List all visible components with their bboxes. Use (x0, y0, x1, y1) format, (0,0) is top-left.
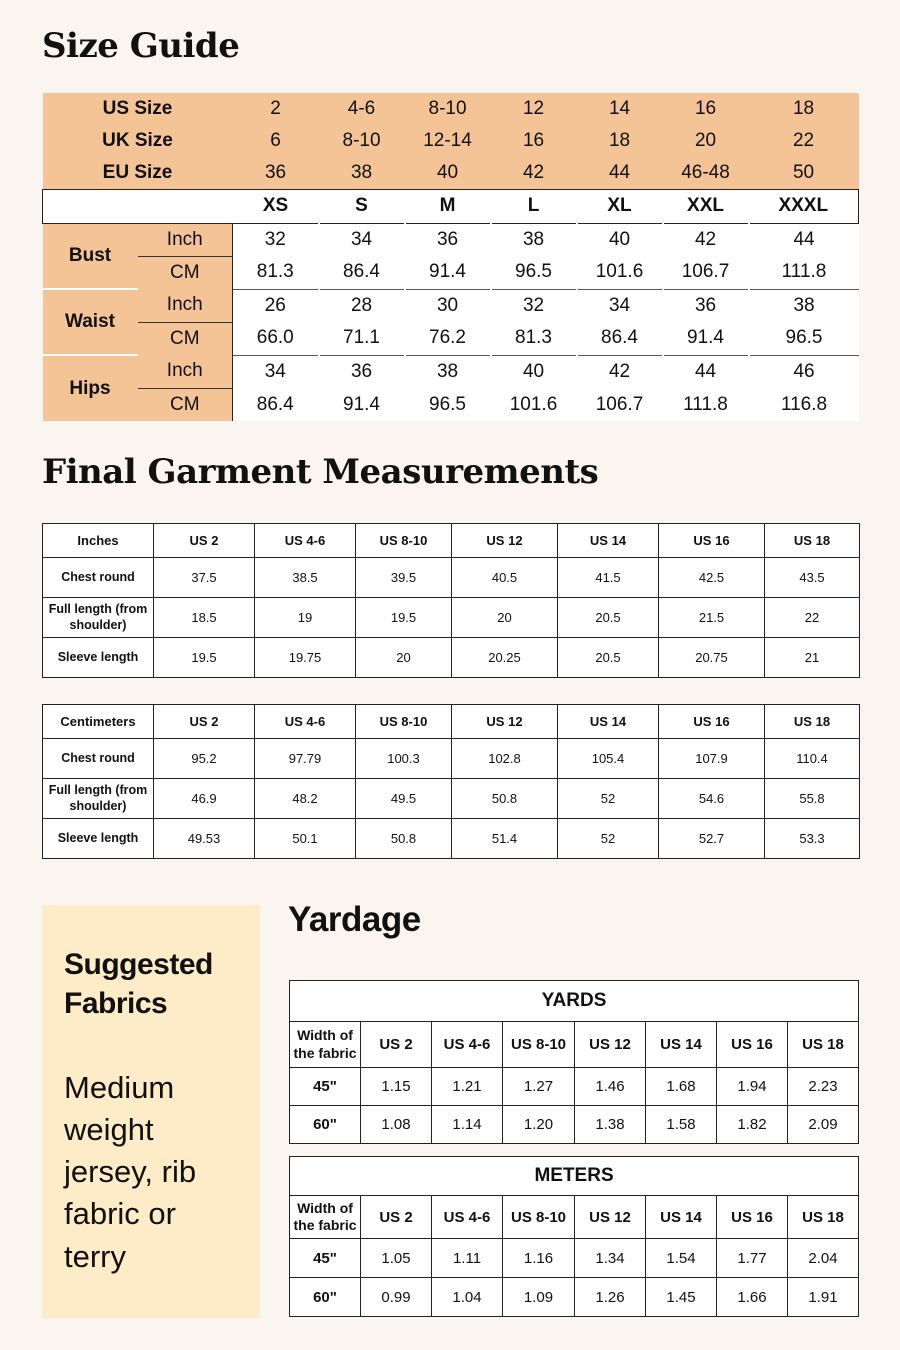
row-label: Sleeve length (43, 638, 154, 678)
cell-value: 52 (558, 779, 659, 819)
cell-value: 1.16 (503, 1239, 575, 1278)
cell-value: 43.5 (765, 558, 860, 598)
cell-value: 54.6 (659, 779, 765, 819)
measure-value: 66.0 (233, 322, 319, 355)
measure-row-cm (43, 256, 859, 289)
size-row (43, 125, 859, 157)
column-header: US 18 (788, 1196, 859, 1239)
letter-size: S (319, 189, 405, 223)
size-value: 50 (749, 157, 859, 189)
measure-value: 36 (663, 289, 749, 322)
column-header: US 2 (154, 705, 255, 739)
measure-value: 96.5 (491, 256, 577, 289)
table-row (290, 1068, 859, 1106)
size-row (43, 157, 859, 189)
cell-value: 39.5 (356, 558, 452, 598)
cell-value: 95.2 (154, 739, 255, 779)
cell-value: 1.46 (575, 1068, 646, 1106)
cell-value: 100.3 (356, 739, 452, 779)
header-row (290, 1196, 859, 1239)
cell-value: 20 (452, 598, 558, 638)
measure-value: 34 (319, 223, 405, 256)
yardage-meters-table (289, 1156, 859, 1317)
table-row (43, 819, 860, 859)
size-value: 12 (491, 93, 577, 125)
cell-value: 1.91 (788, 1278, 859, 1317)
letter-size: L (491, 189, 577, 223)
measure-value: 32 (233, 223, 319, 256)
column-header: US 4-6 (432, 1196, 503, 1239)
size-value: 4-6 (319, 93, 405, 125)
measure-value: 91.4 (405, 256, 491, 289)
measure-value: 71.1 (319, 322, 405, 355)
measure-value: 44 (749, 223, 859, 256)
cell-value: 50.1 (255, 819, 356, 859)
table-row (43, 558, 860, 598)
table-caption: YARDS (290, 981, 859, 1022)
measure-value: 81.3 (233, 256, 319, 289)
cell-value: 1.58 (646, 1106, 717, 1144)
fabrics-title: Suggested Fabrics (64, 948, 213, 1020)
measure-value: 91.4 (663, 322, 749, 355)
column-header: US 16 (659, 705, 765, 739)
column-header: US 2 (361, 1196, 432, 1239)
size-value: 38 (319, 157, 405, 189)
unit-label: CM (138, 256, 233, 289)
cell-value: 1.54 (646, 1239, 717, 1278)
letter-size-blank (43, 189, 233, 223)
size-row-label: UK Size (43, 125, 233, 157)
table-row (290, 1278, 859, 1317)
measure-value: 42 (663, 223, 749, 256)
fabric-width-label: 45" (290, 1068, 361, 1106)
cell-value: 20 (356, 638, 452, 678)
measure-value: 76.2 (405, 322, 491, 355)
measure-value: 44 (663, 355, 749, 388)
cell-value: 97.79 (255, 739, 356, 779)
cell-value: 1.94 (717, 1068, 788, 1106)
header-row (43, 524, 860, 558)
size-value: 14 (577, 93, 663, 125)
unit-label: CM (138, 388, 233, 421)
header-row (290, 1022, 859, 1068)
measure-value: 91.4 (319, 388, 405, 421)
row-label: Full length (from shoulder) (43, 598, 154, 638)
measure-value: 106.7 (663, 256, 749, 289)
letter-size: XS (233, 189, 319, 223)
yardage-title: Yardage (288, 900, 421, 939)
unit-label: CM (138, 322, 233, 355)
unit-label: Inch (138, 355, 233, 388)
cell-value: 49.53 (154, 819, 255, 859)
measure-value: 86.4 (577, 322, 663, 355)
size-row (43, 93, 859, 125)
yardage-yards-table (289, 980, 859, 1144)
measure-value: 38 (491, 223, 577, 256)
size-value: 16 (491, 125, 577, 157)
measure-value: 106.7 (577, 388, 663, 421)
cell-value: 20.5 (558, 638, 659, 678)
size-row-label: US Size (43, 93, 233, 125)
garment-inches-table (42, 523, 860, 678)
cell-value: 105.4 (558, 739, 659, 779)
header-row (43, 705, 860, 739)
letter-size: M (405, 189, 491, 223)
garment-cm-table (42, 704, 860, 859)
measure-category: Waist (43, 289, 138, 355)
cell-value: 1.20 (503, 1106, 575, 1144)
cell-value: 49.5 (356, 779, 452, 819)
size-guide-table (42, 93, 858, 421)
column-header: US 14 (558, 705, 659, 739)
cell-value: 2.09 (788, 1106, 859, 1144)
measure-value: 40 (577, 223, 663, 256)
column-header: Inches (43, 524, 154, 558)
measure-row-cm (43, 388, 859, 421)
size-value: 46-48 (663, 157, 749, 189)
size-value: 44 (577, 157, 663, 189)
letter-size: XXXL (749, 189, 859, 223)
table-row (43, 598, 860, 638)
cell-value: 19.75 (255, 638, 356, 678)
cell-value: 20.25 (452, 638, 558, 678)
size-value: 8-10 (319, 125, 405, 157)
column-header: US 18 (765, 705, 860, 739)
unit-label: Inch (138, 289, 233, 322)
table-caption: METERS (290, 1157, 859, 1196)
size-value: 40 (405, 157, 491, 189)
cell-value: 1.27 (503, 1068, 575, 1106)
measure-value: 28 (319, 289, 405, 322)
table-row (290, 1239, 859, 1278)
column-header: US 8-10 (356, 705, 452, 739)
suggested-fabrics-panel (42, 905, 260, 1318)
caption-row (290, 1157, 859, 1196)
cell-value: 110.4 (765, 739, 860, 779)
cell-value: 37.5 (154, 558, 255, 598)
cell-value: 1.66 (717, 1278, 788, 1317)
size-value: 18 (577, 125, 663, 157)
cell-value: 1.14 (432, 1106, 503, 1144)
measure-value: 101.6 (577, 256, 663, 289)
measure-value: 46 (749, 355, 859, 388)
measure-value: 34 (233, 355, 319, 388)
measure-category: Hips (43, 355, 138, 421)
cell-value: 22 (765, 598, 860, 638)
cell-value: 51.4 (452, 819, 558, 859)
measure-value: 111.8 (663, 388, 749, 421)
letter-size: XXL (663, 189, 749, 223)
column-header: US 4-6 (432, 1022, 503, 1068)
cell-value: 52.7 (659, 819, 765, 859)
cell-value: 1.38 (575, 1106, 646, 1144)
column-header: US 12 (452, 705, 558, 739)
cell-value: 46.9 (154, 779, 255, 819)
column-header: US 8-10 (356, 524, 452, 558)
measure-row-inch (43, 355, 859, 388)
cell-value: 21.5 (659, 598, 765, 638)
letter-size: XL (577, 189, 663, 223)
cell-value: 1.21 (432, 1068, 503, 1106)
cell-value: 53.3 (765, 819, 860, 859)
cell-value: 38.5 (255, 558, 356, 598)
measure-value: 86.4 (233, 388, 319, 421)
column-header: US 12 (575, 1196, 646, 1239)
table-row (43, 779, 860, 819)
size-value: 2 (233, 93, 319, 125)
measure-value: 36 (319, 355, 405, 388)
unit-label: Inch (138, 223, 233, 256)
measure-value: 34 (577, 289, 663, 322)
cell-value: 1.08 (361, 1106, 432, 1144)
row-label: Sleeve length (43, 819, 154, 859)
size-value: 42 (491, 157, 577, 189)
measure-value: 96.5 (749, 322, 859, 355)
fabric-width-label: 60" (290, 1106, 361, 1144)
size-guide-title: Size Guide (42, 26, 240, 66)
measure-value: 86.4 (319, 256, 405, 289)
column-header: US 12 (452, 524, 558, 558)
cell-value: 1.82 (717, 1106, 788, 1144)
fabric-width-label: 45" (290, 1239, 361, 1278)
cell-value: 20.5 (558, 598, 659, 638)
size-value: 6 (233, 125, 319, 157)
column-header: US 2 (154, 524, 255, 558)
cell-value: 1.68 (646, 1068, 717, 1106)
measure-value: 81.3 (491, 322, 577, 355)
column-header: US 16 (717, 1196, 788, 1239)
table-row (290, 1106, 859, 1144)
row-label: Chest round (43, 739, 154, 779)
measure-value: 111.8 (749, 256, 859, 289)
cell-value: 19 (255, 598, 356, 638)
column-header: US 16 (659, 524, 765, 558)
measure-value: 116.8 (749, 388, 859, 421)
size-value: 18 (749, 93, 859, 125)
size-value: 22 (749, 125, 859, 157)
fabrics-text: Medium weight jersey, rib fabric or terry (64, 1070, 197, 1274)
cell-value: 48.2 (255, 779, 356, 819)
cell-value: 1.09 (503, 1278, 575, 1317)
final-garment-title: Final Garment Measurements (42, 452, 599, 492)
cell-value: 102.8 (452, 739, 558, 779)
caption-row (290, 981, 859, 1022)
column-header: US 8-10 (503, 1022, 575, 1068)
cell-value: 1.45 (646, 1278, 717, 1317)
cell-value: 20.75 (659, 638, 765, 678)
size-value: 16 (663, 93, 749, 125)
cell-value: 41.5 (558, 558, 659, 598)
cell-value: 50.8 (452, 779, 558, 819)
column-header: US 14 (646, 1196, 717, 1239)
row-label: Full length (from shoulder) (43, 779, 154, 819)
cell-value: 1.77 (717, 1239, 788, 1278)
column-header: US 2 (361, 1022, 432, 1068)
fabric-width-label: 60" (290, 1278, 361, 1317)
column-header: US 14 (558, 524, 659, 558)
column-header: US 16 (717, 1022, 788, 1068)
column-header: US 8-10 (503, 1196, 575, 1239)
cell-value: 21 (765, 638, 860, 678)
cell-value: 1.26 (575, 1278, 646, 1317)
row-label: Chest round (43, 558, 154, 598)
size-value: 36 (233, 157, 319, 189)
cell-value: 19.5 (154, 638, 255, 678)
measure-value: 30 (405, 289, 491, 322)
size-row-label: EU Size (43, 157, 233, 189)
measure-row-cm (43, 322, 859, 355)
size-value: 8-10 (405, 93, 491, 125)
measure-category: Bust (43, 223, 138, 289)
cell-value: 40.5 (452, 558, 558, 598)
measure-value: 101.6 (491, 388, 577, 421)
cell-value: 0.99 (361, 1278, 432, 1317)
measure-value: 26 (233, 289, 319, 322)
measure-value: 38 (749, 289, 859, 322)
cell-value: 18.5 (154, 598, 255, 638)
column-header: US 4-6 (255, 524, 356, 558)
cell-value: 1.34 (575, 1239, 646, 1278)
width-of-fabric-header: Width of the fabric (290, 1196, 361, 1239)
column-header: US 18 (788, 1022, 859, 1068)
measure-value: 32 (491, 289, 577, 322)
cell-value: 19.5 (356, 598, 452, 638)
measure-value: 96.5 (405, 388, 491, 421)
table-row (43, 638, 860, 678)
size-value: 20 (663, 125, 749, 157)
size-value: 12-14 (405, 125, 491, 157)
table-row (43, 739, 860, 779)
cell-value: 50.8 (356, 819, 452, 859)
column-header: Centimeters (43, 705, 154, 739)
measure-value: 38 (405, 355, 491, 388)
column-header: US 4-6 (255, 705, 356, 739)
letter-size-row (43, 189, 859, 223)
cell-value: 2.04 (788, 1239, 859, 1278)
column-header: US 18 (765, 524, 860, 558)
cell-value: 52 (558, 819, 659, 859)
cell-value: 107.9 (659, 739, 765, 779)
measure-row-inch (43, 223, 859, 256)
measure-row-inch (43, 289, 859, 322)
measure-value: 42 (577, 355, 663, 388)
column-header: US 14 (646, 1022, 717, 1068)
measure-value: 36 (405, 223, 491, 256)
cell-value: 42.5 (659, 558, 765, 598)
cell-value: 1.05 (361, 1239, 432, 1278)
cell-value: 55.8 (765, 779, 860, 819)
cell-value: 2.23 (788, 1068, 859, 1106)
cell-value: 1.15 (361, 1068, 432, 1106)
cell-value: 1.04 (432, 1278, 503, 1317)
width-of-fabric-header: Width of the fabric (290, 1022, 361, 1068)
measure-value: 40 (491, 355, 577, 388)
cell-value: 1.11 (432, 1239, 503, 1278)
column-header: US 12 (575, 1022, 646, 1068)
